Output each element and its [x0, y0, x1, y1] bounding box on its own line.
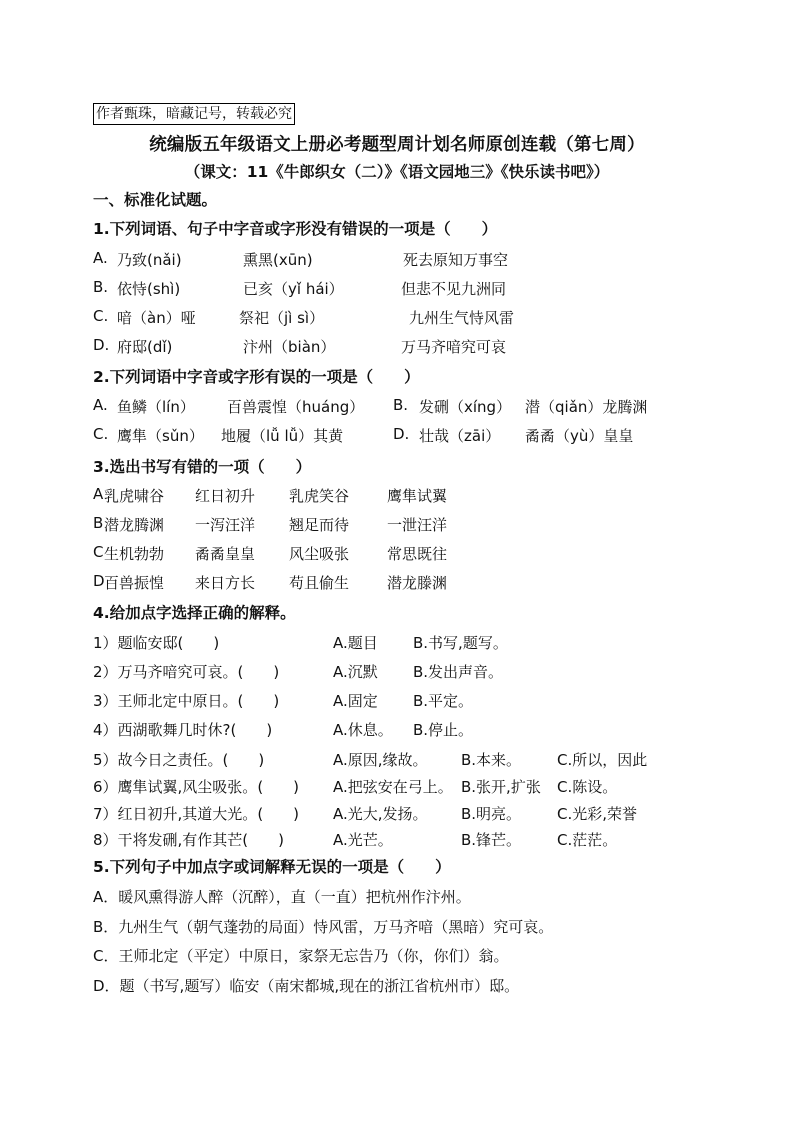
item-text: 5）故今日之责任。( )	[93, 751, 265, 769]
item-text: 4）西湖歌舞几时休?( )	[93, 721, 273, 739]
option-item: 壮哉（zāi）	[419, 427, 501, 445]
option-letter: B	[93, 514, 104, 532]
question-5-option-b: B．九州生气（朝气蓬勃的局面）恃风雷，万马齐喑（黑暗）究可哀。	[93, 918, 554, 936]
option-letter: D	[93, 572, 105, 590]
option-item: 乃致(nǎi)	[117, 251, 182, 269]
option-item: 来日方长	[195, 574, 256, 592]
option-item: 红日初升	[195, 487, 256, 505]
choice-c: C.陈设。	[557, 778, 618, 796]
section-heading: 一、标准化试题。	[93, 191, 218, 209]
option-item: 一泻汪洋	[195, 516, 256, 534]
page-title: 统编版五年级语文上册必考题型周计划名师原创连载（第七周）	[149, 135, 645, 155]
choice-b: B.张开,扩张	[461, 778, 541, 796]
choice-b: B.锋芒。	[461, 831, 522, 849]
option-item: 一泄汪洋	[387, 516, 448, 534]
option-item: 风尘吸张	[289, 545, 350, 563]
question-1-stem: 1.下列词语、句子中字音或字形没有错误的一项是（ ）	[93, 220, 498, 238]
question-5-stem: 5.下列句子中加点字或词解释无误的一项是（ ）	[93, 858, 451, 876]
option-item: 汴州（biàn）	[243, 338, 336, 356]
option-letter: A	[93, 485, 104, 503]
option-item: 百兽振惶	[104, 574, 165, 592]
option-item: 九州生气恃风雷	[409, 309, 515, 327]
option-item: 府邸(dǐ)	[117, 338, 173, 356]
choice-a: A.沉默	[333, 663, 378, 681]
option-item: 熏黑(xūn)	[243, 251, 313, 269]
option-item: 百兽震惶（huáng）	[227, 398, 365, 416]
option-item: 乳虎啸谷	[104, 487, 165, 505]
choice-c: C.光彩,荣誉	[557, 805, 638, 823]
option-letter: D.	[393, 425, 410, 443]
option-item: 死去原知万事空	[403, 251, 509, 269]
choice-a: A.休息。	[333, 721, 393, 739]
item-text: 8）干将发硎,有作其芒( )	[93, 831, 285, 849]
option-item: 苟且偷生	[289, 574, 350, 592]
option-item: 发硎（xíng）	[419, 398, 512, 416]
option-item: 鹰隼（sǔn）	[117, 427, 204, 445]
option-letter: C	[93, 543, 104, 561]
question-5-option-c: C．王师北定（平定）中原日，家祭无忘告乃（你，你们）翁。	[93, 947, 509, 965]
choice-a: A.原因,缘故。	[333, 751, 428, 769]
item-text: 7）红日初升,其道大光。( )	[93, 805, 300, 823]
item-text: 1）题临安邸( )	[93, 634, 220, 652]
option-letter: A.	[93, 396, 108, 414]
option-item: 鱼鳞（lín）	[117, 398, 195, 416]
option-item: 依恃(shì)	[117, 280, 181, 298]
option-item: 矞矞（yù）皇皇	[525, 427, 634, 445]
item-text: 3）王师北定中原日。( )	[93, 692, 280, 710]
option-item: 潜（qiǎn）龙腾渊	[525, 398, 648, 416]
option-letter: B.	[93, 278, 109, 296]
option-item: 万马齐喑究可哀	[401, 338, 507, 356]
question-2-stem: 2.下列词语中字音或字形有误的一项是（ ）	[93, 368, 420, 386]
question-5-option-d: D．题（书写,题写）临安（南宋都城,现在的浙江省杭州市）邸。	[93, 977, 520, 995]
choice-c: C.茫茫。	[557, 831, 618, 849]
option-letter: D.	[93, 336, 110, 354]
option-item: 地履（lǚ lǚ）其黄	[221, 427, 344, 445]
option-item: 但悲不见九洲同	[401, 280, 507, 298]
choice-a: A.光大,发扬。	[333, 805, 428, 823]
option-letter: C.	[93, 307, 109, 325]
option-item: 已亥（yǐ hái）	[243, 280, 344, 298]
choice-a: A.固定	[333, 692, 378, 710]
choice-b: B.平定。	[413, 692, 474, 710]
option-item: 翘足而待	[289, 516, 350, 534]
option-item: 喑（àn）哑	[117, 309, 196, 327]
option-letter: C.	[93, 425, 109, 443]
choice-a: A.光芒。	[333, 831, 393, 849]
option-letter: B.	[393, 396, 409, 414]
option-item: 常思既往	[387, 545, 448, 563]
choice-b: B.停止。	[413, 721, 474, 739]
choice-a: A.把弦安在弓上。	[333, 778, 453, 796]
option-item: 乳虎笑谷	[289, 487, 350, 505]
choice-b: B.本来。	[461, 751, 522, 769]
copyright-notice: 作者甄珠，暗藏记号，转载必究	[93, 103, 295, 125]
option-item: 矞矞皇皇	[195, 545, 256, 563]
choice-a: A.题目	[333, 634, 378, 652]
choice-c: C.所以，因此	[557, 751, 648, 769]
choice-b: B.书写,题写。	[413, 634, 508, 652]
choice-b: B.发出声音。	[413, 663, 504, 681]
choice-b: B.明亮。	[461, 805, 522, 823]
item-text: 6）鹰隼试翼,风尘吸张。( )	[93, 778, 300, 796]
item-text: 2）万马齐喑究可哀。( )	[93, 663, 280, 681]
question-5-option-a: A．暖风熏得游人醉（沉醉），直（一直）把杭州作汴州。	[93, 888, 471, 906]
question-4-stem: 4.给加点字选择正确的解释。	[93, 604, 296, 622]
option-item: 生机勃勃	[104, 545, 165, 563]
page-subtitle: （课文：11《牛郎织女（二）》《语文园地三》《快乐读书吧》）	[184, 163, 610, 181]
question-3-stem: 3.选出书写有错的一项（ ）	[93, 458, 312, 476]
option-letter: A.	[93, 249, 108, 267]
option-item: 潜龙腾渊	[104, 516, 165, 534]
option-item: 祭祀（jì sì）	[239, 309, 325, 327]
option-item: 潜龙滕渊	[387, 574, 448, 592]
option-item: 鹰隼试翼	[387, 487, 448, 505]
